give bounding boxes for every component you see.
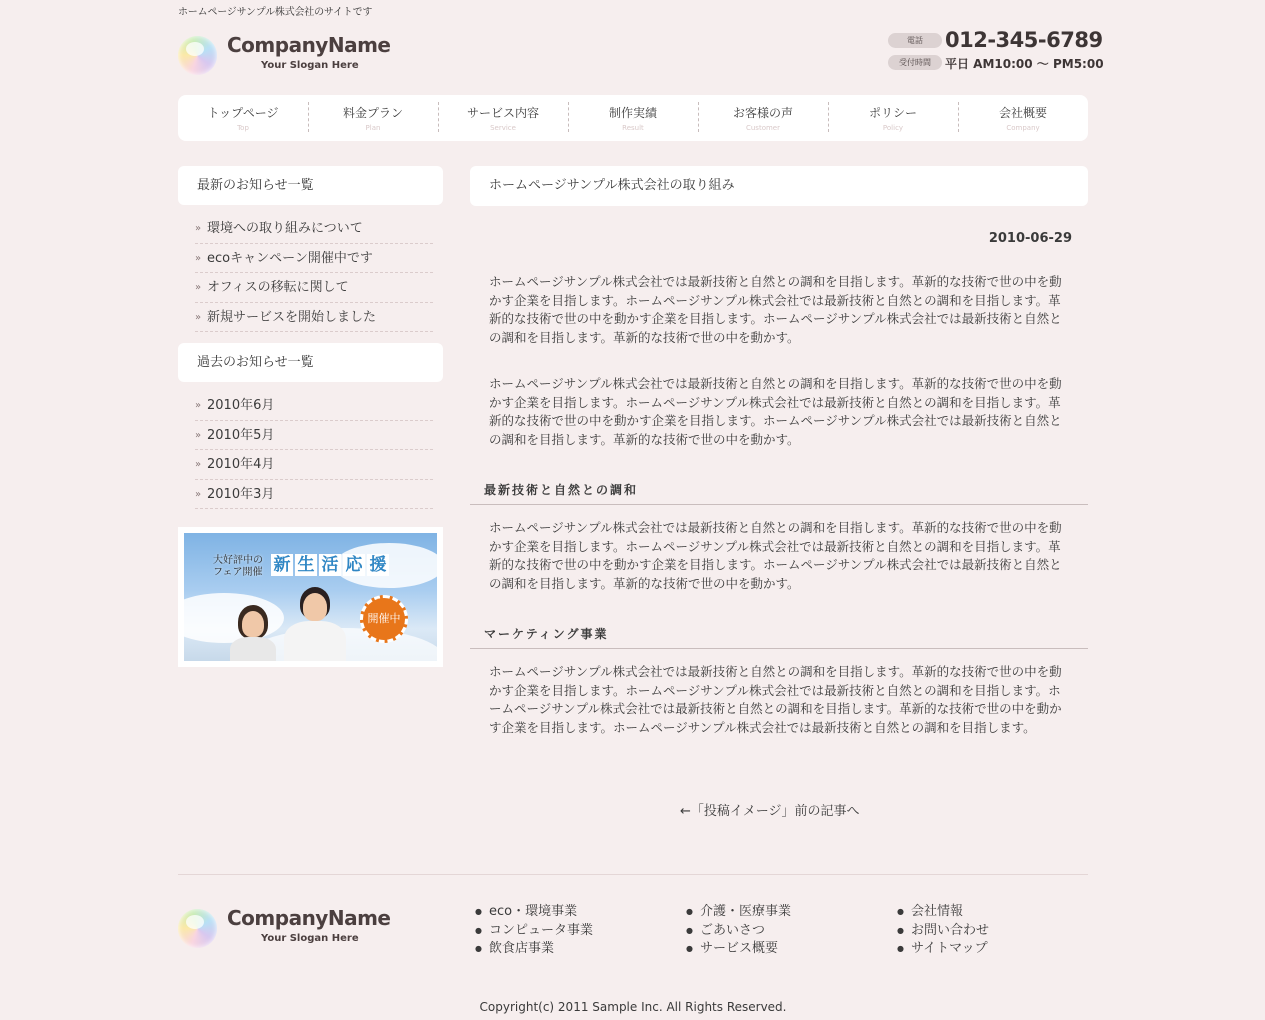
footer-link[interactable]: ● 介護・医療事業	[686, 903, 791, 922]
nav-sublabel: Plan	[365, 124, 381, 132]
company-slogan: Your Slogan Here	[261, 60, 359, 71]
company-name: CompanyName	[227, 33, 391, 57]
person-body	[230, 637, 276, 661]
banner-caption	[213, 555, 263, 579]
archive-item[interactable]	[195, 450, 433, 480]
person-face	[242, 611, 264, 637]
logo-orb-icon	[178, 36, 217, 75]
section-heading: マーケティング事業	[470, 625, 1088, 649]
banner-char: 援	[367, 554, 389, 576]
nav-label: 会社概要	[998, 106, 1047, 120]
footer-link[interactable]: ● コンピュータ事業	[475, 922, 593, 941]
archive-item[interactable]	[195, 421, 433, 451]
tel-label: 電話	[888, 33, 942, 48]
nav-sublabel: Policy	[882, 124, 904, 132]
chevron-icon: »	[195, 311, 202, 323]
footer-link[interactable]: ● eco・環境事業	[475, 903, 593, 922]
nav-sublabel: Result	[622, 124, 644, 132]
footer-link[interactable]: ● サービス概要	[686, 940, 791, 959]
footer-link[interactable]: ● ごあいさつ	[686, 922, 791, 941]
banner-char: 生	[295, 554, 317, 576]
article-paragraph: ホームページサンプル株式会社では最新技術と自然との調和を目指します。革新的な技術で世の中を動かす企業を目指します。ホームページサンプル株式会社では最新技術と自然との調和を目指します。革新的な技術で世の中を動かす企業を目指します。ホームページサンプル株式会社では最新技術と自然との調和を目指します。革新的な技術で世の中を動かす。	[489, 376, 1062, 447]
latest-news-item[interactable]	[195, 214, 433, 244]
logo-orb-icon	[178, 909, 217, 948]
banner-image	[184, 533, 437, 661]
sidebar	[178, 166, 443, 667]
nav-item-company[interactable]	[958, 95, 1088, 141]
archive-link[interactable]: 2010年5月	[207, 427, 275, 443]
nav-sublabel: Top	[237, 124, 249, 132]
person-face	[303, 593, 327, 621]
nav-item-service[interactable]	[438, 95, 568, 141]
company-name: CompanyName	[227, 906, 391, 930]
banner-headline	[271, 554, 389, 576]
chevron-icon: »	[195, 252, 202, 264]
latest-news-item[interactable]	[195, 244, 433, 274]
chevron-icon: »	[195, 400, 202, 411]
banner-char: 新	[271, 554, 293, 576]
archive-link[interactable]: 2010年4月	[207, 457, 275, 472]
latest-news-list	[195, 214, 433, 332]
nav-label: ポリシー	[868, 106, 917, 120]
archive-item[interactable]	[195, 391, 433, 421]
chevron-icon: »	[195, 223, 202, 234]
article-paragraph: ホームページサンプル株式会社では最新技術と自然との調和を目指します。革新的な技術で世の中を動かす企業を目指します。ホームページサンプル株式会社では最新技術と自然との調和を目指します。ホームページサンプル株式会社では最新技術と自然との調和を目指します。革新的な技術で世の中を動かす企業を目指します。ホームページサンプル株式会社では最新技術と自然との調和を目指します。	[489, 664, 1062, 735]
person-body	[284, 621, 346, 661]
nav-label: 制作実績	[608, 106, 657, 120]
banner-badge: 開催中	[360, 595, 408, 643]
footer-links-business	[475, 903, 593, 959]
footer-divider	[178, 874, 1088, 875]
hours-label: 受付時間	[888, 55, 942, 70]
latest-news-link[interactable]: 環境への取り組みについて	[207, 221, 363, 236]
nav-label: トップページ	[207, 106, 279, 120]
chevron-icon: »	[195, 429, 202, 441]
nav-sublabel: Service	[490, 124, 516, 132]
contact-info	[888, 28, 1104, 75]
footer-link[interactable]: ● サイトマップ	[897, 940, 989, 959]
main-content	[470, 166, 1088, 819]
copyright: Copyright(c) 2011 Sample Inc. All Rights Reserved.	[479, 1000, 787, 1014]
nav-label: サービス内容	[466, 106, 539, 120]
chevron-icon: »	[195, 282, 202, 293]
past-news-list	[195, 391, 433, 509]
nav-sublabel: Company	[1006, 124, 1040, 132]
footer-links-services	[686, 903, 791, 959]
latest-news-item[interactable]	[195, 273, 433, 303]
phone-number: 012-345-6789	[945, 28, 1103, 52]
latest-news-link[interactable]: 新規サービスを開始しました	[207, 309, 377, 325]
latest-news-item[interactable]	[195, 303, 433, 333]
nav-sublabel: Customer	[745, 124, 780, 132]
previous-post-link[interactable]: ←「投稿イメージ」前の記事へ	[680, 804, 860, 819]
article-paragraph: ホームページサンプル株式会社では最新技術と自然との調和を目指します。革新的な技術で世の中を動かす企業を目指します。ホームページサンプル株式会社では最新技術と自然との調和を目指します。革新的な技術で世の中を動かす企業を目指します。ホームページサンプル株式会社では最新技術と自然との調和を目指します。革新的な技術で世の中を動かす。	[489, 520, 1062, 591]
global-nav	[178, 95, 1088, 141]
banner-caption-line: 大好評中の	[213, 555, 263, 566]
nav-item-customer[interactable]	[698, 95, 828, 141]
article-title: ホームページサンプル株式会社の取り組み	[470, 166, 1088, 206]
cloud-shape	[184, 593, 284, 643]
chevron-icon: »	[195, 459, 202, 470]
latest-news-heading: 最新のお知らせ一覧	[178, 166, 443, 205]
nav-item-top[interactable]	[178, 95, 308, 141]
past-news-heading: 過去のお知らせ一覧	[178, 343, 443, 382]
banner-caption-line: フェア開催	[213, 567, 263, 578]
section-heading: 最新技術と自然との調和	[470, 481, 1088, 505]
article-paragraph: ホームページサンプル株式会社では最新技術と自然との調和を目指します。革新的な技術で世の中を動かす企業を目指します。ホームページサンプル株式会社では最新技術と自然との調和を目指します。革新的な技術で世の中を動かす企業を目指します。ホームページサンプル株式会社では最新技術と自然との調和を目指します。革新的な技術で世の中を動かす。	[489, 274, 1062, 345]
nav-item-result[interactable]	[568, 95, 698, 141]
latest-news-link[interactable]: オフィスの移転に関して	[207, 280, 349, 295]
nav-item-plan[interactable]	[308, 95, 438, 141]
nav-label: 料金プラン	[342, 106, 403, 120]
latest-news-link[interactable]: ecoキャンペーン開催中です	[207, 250, 373, 266]
footer-link[interactable]: ● お問い合わせ	[897, 922, 989, 941]
nav-item-policy[interactable]	[828, 95, 958, 141]
archive-link[interactable]: 2010年6月	[207, 398, 275, 413]
footer-link[interactable]: ● 会社情報	[897, 903, 989, 922]
chevron-icon: »	[195, 488, 202, 500]
company-slogan: Your Slogan Here	[261, 933, 359, 944]
footer-link[interactable]: ● 飲食店事業	[475, 940, 593, 959]
archive-item[interactable]	[195, 480, 433, 510]
business-hours: 平日 AM10:00 〜 PM5:00	[945, 57, 1104, 71]
footer-links-company	[897, 903, 989, 959]
banner-char: 応	[343, 554, 365, 576]
banner-char: 活	[319, 554, 341, 576]
archive-link[interactable]: 2010年3月	[207, 486, 275, 502]
site-tagline: ホームページサンプル株式会社のサイトです	[178, 7, 373, 18]
campaign-banner[interactable]	[178, 527, 443, 667]
nav-label: お客様の声	[732, 106, 793, 120]
article-date: 2010-06-29	[988, 231, 1072, 246]
